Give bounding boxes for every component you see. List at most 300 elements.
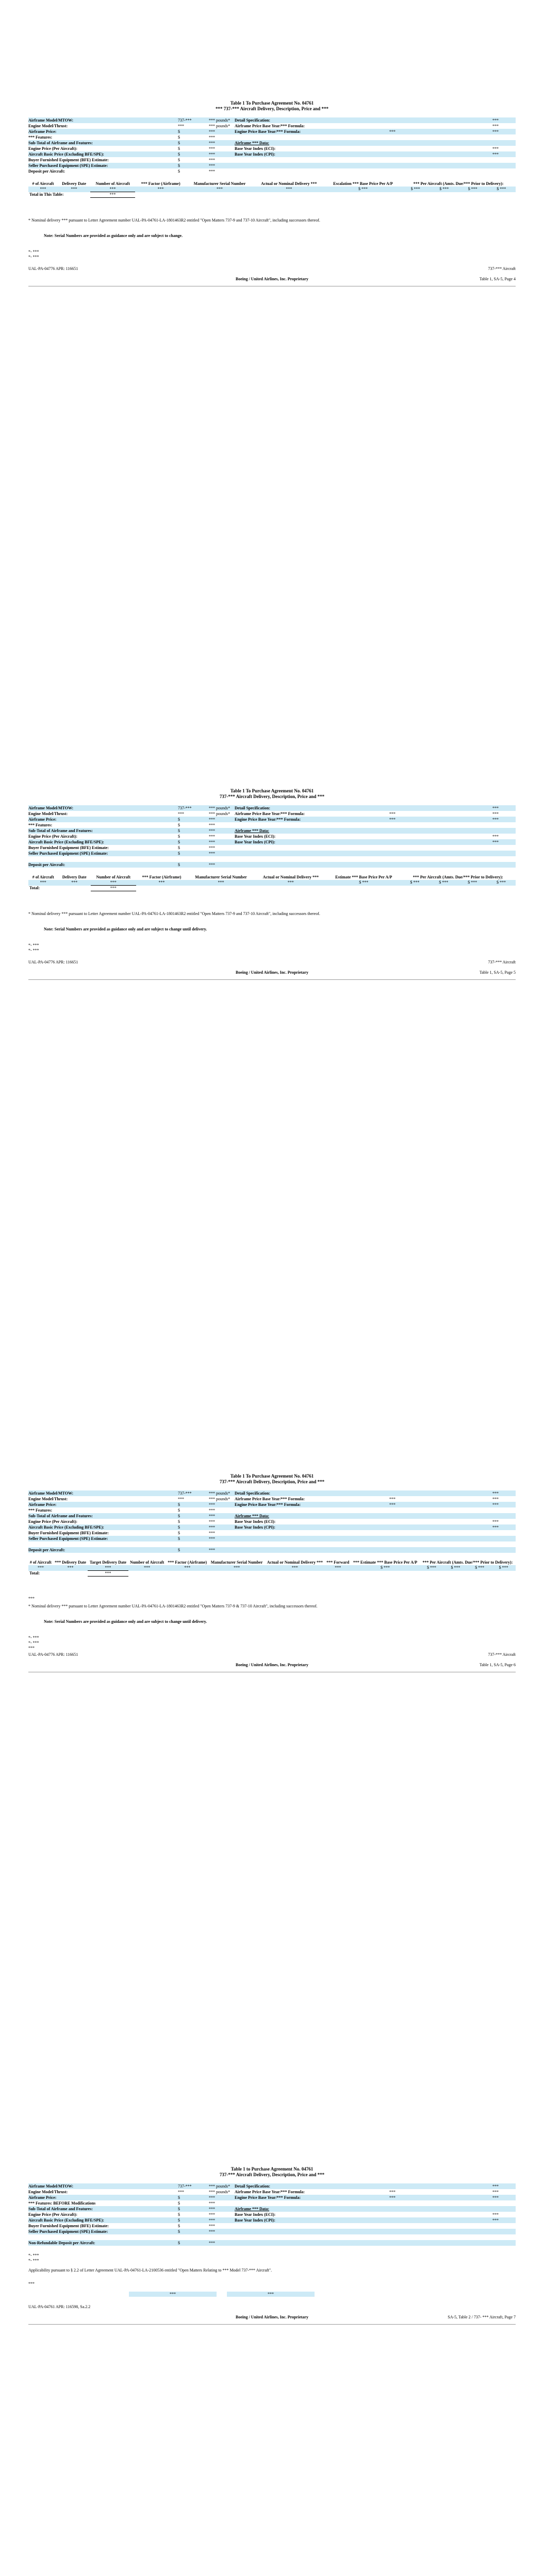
spec-label: Aircraft Basic Price (Excluding BFE/SPE): bbox=[28, 840, 104, 844]
table-row bbox=[28, 880, 516, 886]
spec-row bbox=[28, 140, 516, 146]
table-cell: *** bbox=[253, 187, 325, 192]
spec-value: *** bbox=[209, 2201, 215, 2206]
spec-label: Buyer Furnished Equipment (BFE) Estimate: bbox=[28, 845, 109, 850]
column-header: # of Aircraft bbox=[29, 1560, 52, 1565]
spec-label: Airframe Model/MTOW: bbox=[28, 1491, 74, 1496]
summary-bar-1: *** bbox=[129, 2292, 217, 2297]
delivery-table bbox=[28, 875, 516, 891]
column-header: Delivery Date bbox=[62, 875, 87, 879]
spec-unit: $ bbox=[178, 828, 180, 833]
spec-label: Airframe Price: bbox=[28, 817, 57, 822]
spec-label: Engine Model/Thrust: bbox=[28, 124, 68, 128]
spec-label: Deposit per Aircraft: bbox=[28, 1548, 65, 1552]
spec-value: *** bbox=[209, 862, 215, 867]
spec-row bbox=[28, 1536, 516, 1541]
spec-unit: $ bbox=[178, 163, 180, 168]
table-cell: *** bbox=[58, 880, 90, 886]
spec-unit: $ bbox=[178, 2224, 180, 2228]
spec-right-v2: *** bbox=[492, 1525, 499, 1530]
spec-right-label: Base Year Index (CPI): bbox=[235, 152, 275, 157]
table-header-row bbox=[28, 1560, 516, 1565]
spec-row bbox=[28, 163, 516, 168]
spec-row bbox=[28, 856, 516, 862]
spec-row bbox=[28, 811, 516, 817]
spec-label: Aircraft Basic Price (Excluding BFE/SPE): bbox=[28, 152, 104, 157]
footer-left: UAL-PA-04776 APR: 116651 bbox=[28, 266, 78, 271]
applicability-note: Applicability pursuant to § 2.2 of Letter Agreement UAL-PA-04761-LA-2100536 entitled "Open Matters Relating to *** Model 737-*** Aircraft". bbox=[28, 2268, 272, 2273]
spec-right-v2: *** bbox=[492, 2195, 499, 2200]
spec-value: *** bbox=[209, 158, 215, 162]
spec-label: Non-Refundable Deposit per Aircraft: bbox=[28, 2241, 95, 2245]
spec-row bbox=[28, 851, 516, 856]
column-header: Delivery Date bbox=[62, 181, 87, 186]
delivery-table-grid bbox=[28, 181, 516, 198]
spec-value: *** bbox=[209, 1531, 215, 1535]
spec-label: Airframe Model/MTOW: bbox=[28, 2184, 74, 2189]
spec-unit: $ bbox=[178, 129, 180, 134]
column-header: Actual or Nominal Delivery *** bbox=[267, 1560, 323, 1565]
doc-title: Table 1 To Purchase Agreement No. 04761 bbox=[230, 100, 314, 106]
spec-row bbox=[28, 168, 516, 174]
spec-unit: 737-*** bbox=[178, 806, 192, 810]
table-cell: $ *** bbox=[458, 187, 487, 192]
spec-right-v2: *** bbox=[492, 2190, 499, 2194]
spec-label: Deposit per Aircraft: bbox=[28, 862, 65, 867]
spec-row bbox=[28, 1524, 516, 1530]
spec-value: *** bbox=[209, 163, 215, 168]
spec-label: Sub-Total of Airframe and Features: bbox=[28, 828, 93, 833]
table-cell: $ *** bbox=[401, 187, 430, 192]
spec-row bbox=[28, 2195, 516, 2200]
spec-label: *** Features: bbox=[28, 1508, 53, 1513]
spec-right-v2: *** bbox=[492, 2218, 499, 2223]
spec-unit: 737-*** bbox=[178, 2184, 192, 2189]
table-cell: $ *** bbox=[487, 187, 516, 192]
footer-right: 737-*** Aircraft bbox=[488, 960, 516, 964]
stars-legend: *- *** *- *** bbox=[28, 249, 39, 259]
footer-center: Boeing / United Airlines, Inc. Proprietary bbox=[236, 2315, 308, 2319]
footer-center: Boeing / United Airlines, Inc. Proprietary bbox=[236, 970, 308, 975]
spec-right-v2: *** bbox=[492, 817, 499, 822]
footer-page: SA-5, Table 2 / 737- *** Aircraft, Page 7 bbox=[448, 2315, 516, 2319]
spec-right-v1: *** bbox=[389, 2195, 395, 2200]
column-header: Manufacturer Serial Number bbox=[193, 181, 246, 186]
spec-row bbox=[28, 117, 516, 123]
spec-value: *** bbox=[209, 1536, 215, 1541]
spec-right-v1: *** bbox=[389, 811, 395, 816]
spec-right-v2: *** bbox=[492, 1519, 499, 1524]
spec-label: Buyer Furnished Equipment (BFE) Estimate: bbox=[28, 158, 109, 162]
spec-value: *** bbox=[209, 1502, 215, 1507]
spec-unit: $ bbox=[178, 817, 180, 822]
spec-unit: $ bbox=[178, 152, 180, 157]
spec-unit: $ bbox=[178, 834, 180, 839]
spec-row bbox=[28, 2234, 516, 2240]
table-cell: *** bbox=[91, 880, 136, 886]
spec-right-v2: *** bbox=[492, 118, 499, 123]
total-row bbox=[28, 1571, 516, 1577]
spec-value: *** bbox=[209, 1519, 215, 1524]
spec-row bbox=[28, 157, 516, 163]
table-cell: *** bbox=[209, 1565, 265, 1571]
delivery-table bbox=[28, 1560, 516, 1577]
spec-right-v2: *** bbox=[492, 152, 499, 157]
spec-value: *** bbox=[209, 2212, 215, 2217]
footer-page: Table 1, SA-5, Page 6 bbox=[479, 1663, 516, 1667]
spec-row bbox=[28, 1490, 516, 1496]
spec-unit: *** bbox=[178, 2190, 184, 2194]
table-cell: $ *** bbox=[325, 187, 401, 192]
spec-right-v1: *** bbox=[389, 129, 395, 134]
table-cell: $ *** bbox=[351, 1565, 419, 1571]
column-header: Actual or Nominal Delivery *** bbox=[262, 875, 319, 879]
column-header: *** Per Aircraft (Amts. Due/*** Prior to Delivery): bbox=[413, 875, 503, 879]
total-value: *** bbox=[90, 192, 135, 198]
spec-label: Engine Model/Thrust: bbox=[28, 2190, 68, 2194]
spec-right-label: Base Year Index (CPI): bbox=[235, 1525, 275, 1530]
footer-left: UAL-PA-04776 APR: 116651 bbox=[28, 960, 78, 964]
delivery-table bbox=[28, 181, 516, 198]
spec-label: Airframe Price: bbox=[28, 1502, 57, 1507]
spec-row bbox=[28, 839, 516, 845]
spec-value: *** bbox=[209, 129, 215, 134]
stars-legend: *- *** *- *** *** bbox=[28, 1635, 39, 1650]
spec-value: *** bbox=[209, 169, 215, 174]
spec-value: *** bbox=[209, 840, 215, 844]
table-header-row bbox=[28, 181, 516, 187]
spec-label: Deposit per Aircraft: bbox=[28, 169, 65, 174]
spec-value: *** bbox=[209, 1525, 215, 1530]
spec-right-label: Detail Specification: bbox=[235, 806, 271, 810]
spec-label: Seller Purchased Equipment (SPE) Estimate: bbox=[28, 1536, 108, 1541]
table-cell: *** bbox=[28, 1565, 53, 1571]
column-header: Number of Aircraft bbox=[129, 1560, 164, 1565]
table-cell: *** bbox=[28, 187, 58, 192]
spec-unit: $ bbox=[178, 845, 180, 850]
spec-row bbox=[28, 2212, 516, 2217]
spec-row bbox=[28, 805, 516, 811]
spec-unit: $ bbox=[178, 2212, 180, 2217]
spec-right-label: Airframe Price Base Year/*** Formula: bbox=[235, 124, 305, 128]
spec-label: *** Features: bbox=[28, 135, 53, 140]
spec-label: Engine Price (Per Aircraft): bbox=[28, 1519, 77, 1524]
doc-subtitle: 737-*** Aircraft Delivery, Description, Price and *** bbox=[219, 2172, 325, 2177]
spec-value: *** pounds* bbox=[209, 118, 230, 123]
spec-row bbox=[28, 2229, 516, 2234]
column-header: Manufacturer Serial Number bbox=[195, 875, 247, 879]
table-cell: $ *** bbox=[429, 880, 458, 886]
table-cell: *** bbox=[53, 1565, 88, 1571]
spec-value: *** bbox=[209, 834, 215, 839]
spec-unit: $ bbox=[178, 1508, 180, 1513]
spec-unit: $ bbox=[178, 135, 180, 140]
footer-left: UAL-PA-04776 APR: 116651 bbox=[28, 1652, 78, 1657]
spec-right-v2: *** bbox=[492, 1491, 499, 1496]
column-header: # of Aircraft bbox=[32, 875, 54, 879]
table-cell: $ *** bbox=[487, 880, 516, 886]
spec-row bbox=[28, 1496, 516, 1502]
column-header: *** Delivery Date bbox=[55, 1560, 87, 1565]
table-cell: *** bbox=[187, 880, 254, 886]
spec-row bbox=[28, 862, 516, 868]
spec-label: *** Features: BEFORE Modifications bbox=[28, 2201, 96, 2206]
column-header: *** Factor (Airframe) bbox=[168, 1560, 207, 1565]
spec-right-label: Airframe *** Data: bbox=[235, 828, 270, 833]
table-cell: *** bbox=[255, 880, 327, 886]
spec-value: *** bbox=[209, 1548, 215, 1552]
spec-value: *** bbox=[209, 851, 215, 856]
column-header: # of Aircraft bbox=[32, 181, 54, 186]
spec-row bbox=[28, 1507, 516, 1513]
spec-row bbox=[28, 129, 516, 134]
spec-value: *** bbox=[209, 2229, 215, 2234]
spec-right-label: Engine Price Base Year/*** Formula: bbox=[235, 2195, 301, 2200]
spec-unit: $ bbox=[178, 2241, 180, 2245]
footer-page: Table 1, SA-5, Page 5 bbox=[479, 970, 516, 975]
spec-value: *** pounds* bbox=[209, 806, 230, 810]
spec-unit: $ bbox=[178, 141, 180, 145]
serial-note: Note: Serial Numbers are provided as guidance only and are subject to change. bbox=[44, 233, 183, 238]
spec-unit: $ bbox=[178, 840, 180, 844]
spec-value: *** bbox=[209, 828, 215, 833]
spec-label: Sub-Total of Airframe and Features: bbox=[28, 2207, 93, 2211]
doc-title: Table 1 to Purchase Agreement No. 04761 bbox=[230, 2166, 314, 2172]
doc-title: Table 1 To Purchase Agreement No. 04761 bbox=[230, 1473, 314, 1479]
delivery-table-grid bbox=[28, 875, 516, 891]
column-header: Escalation *** Base Price Per A/P bbox=[333, 181, 393, 186]
spec-label: Seller Purchased Equipment (SPE) Estimate: bbox=[28, 2229, 108, 2234]
summary-bar-2: *** bbox=[227, 2292, 315, 2297]
table-cell: $ *** bbox=[443, 1565, 468, 1571]
doc-title: Table 1 To Purchase Agreement No. 04761 bbox=[230, 788, 314, 793]
spec-value: *** pounds* bbox=[209, 811, 230, 816]
column-header: *** Per Aircraft (Amts. Due/*** Prior to Delivery): bbox=[413, 181, 504, 186]
spec-right-label: Airframe *** Data: bbox=[235, 2207, 270, 2211]
spec-row bbox=[28, 1530, 516, 1536]
spec-block bbox=[28, 805, 516, 868]
spec-right-v1: *** bbox=[389, 1497, 395, 1501]
spec-value: *** pounds* bbox=[209, 1491, 230, 1496]
table-cell: *** bbox=[166, 1565, 209, 1571]
spec-value: *** bbox=[209, 146, 215, 151]
page-footnote: *** bbox=[28, 2281, 35, 2286]
column-header: Target Delivery Date bbox=[89, 1560, 127, 1565]
column-header: Number of Aircraft bbox=[96, 875, 130, 879]
spec-value: *** bbox=[209, 1514, 215, 1518]
spec-row bbox=[28, 2206, 516, 2212]
spec-row bbox=[28, 2217, 516, 2223]
spec-right-label: Detail Specification: bbox=[235, 1491, 271, 1496]
spec-right-label: Base Year Index (ECI): bbox=[235, 146, 276, 151]
spec-right-label: Base Year Index (ECI): bbox=[235, 834, 276, 839]
spec-unit: $ bbox=[178, 862, 180, 867]
doc-subtitle: 737-*** Aircraft Delivery, Description, Price and *** bbox=[219, 794, 325, 799]
total-label: Total in This Table: bbox=[29, 192, 64, 197]
spec-value: *** bbox=[209, 2195, 215, 2200]
spec-unit: $ bbox=[178, 1548, 180, 1552]
spec-row bbox=[28, 2240, 516, 2246]
footnote-text: * Nominal delivery *** pursuant to Letter Agreement number UAL-PA-04761-LA-1801463R2 entitled "Open Matters 737-9 and 737-10 Aircraft", including successors thereof. bbox=[28, 911, 320, 916]
table-cell: *** bbox=[88, 1565, 128, 1571]
stars-legend: *- *** *- *** bbox=[28, 2253, 39, 2263]
spec-label: Seller Purchased Equipment (SPE) Estimate: bbox=[28, 163, 108, 168]
total-row bbox=[28, 886, 516, 891]
spec-unit: $ bbox=[178, 1531, 180, 1535]
table-cell: $ *** bbox=[430, 187, 458, 192]
total-label: Total: bbox=[29, 886, 40, 890]
table-cell: $ *** bbox=[420, 1565, 444, 1571]
spec-row bbox=[28, 2189, 516, 2195]
spec-row bbox=[28, 146, 516, 151]
spec-label: Engine Price (Per Aircraft): bbox=[28, 834, 77, 839]
spec-unit: $ bbox=[178, 1519, 180, 1524]
total-value: *** bbox=[88, 1571, 128, 1577]
table-row bbox=[28, 187, 516, 192]
spec-label: *** Features: bbox=[28, 823, 53, 827]
spec-label: Buyer Furnished Equipment (BFE) Estimate: bbox=[28, 2224, 109, 2228]
column-header: *** Per Aircraft (Amts. Due/*** Prior to Delivery): bbox=[422, 1560, 513, 1565]
spec-value: *** pounds* bbox=[209, 2190, 230, 2194]
spec-value: *** pounds* bbox=[209, 2184, 230, 2189]
spec-right-label: Airframe Price Base Year/*** Formula: bbox=[235, 2190, 305, 2194]
footer-right: 737-*** Aircraft bbox=[488, 266, 516, 271]
spec-row bbox=[28, 834, 516, 839]
spec-label: Engine Model/Thrust: bbox=[28, 811, 68, 816]
spec-value: *** bbox=[209, 2241, 215, 2245]
spec-value: *** pounds* bbox=[209, 124, 230, 128]
spec-unit: $ bbox=[178, 146, 180, 151]
column-header: Actual or Nominal Delivery *** bbox=[261, 181, 317, 186]
total-row bbox=[28, 192, 516, 198]
spec-label: Sub-Total of Airframe and Features: bbox=[28, 1514, 93, 1518]
spec-right-v2: *** bbox=[492, 811, 499, 816]
spec-right-label: Engine Price Base Year/*** Formula: bbox=[235, 1502, 301, 1507]
spec-value: *** bbox=[209, 1508, 215, 1513]
spec-value: *** bbox=[209, 141, 215, 145]
spec-right-v2: *** bbox=[492, 834, 499, 839]
footnote-text: * Nominal delivery *** pursuant to Letter Agreement number UAL-PA-04761-LA-1801463R2 entitled "Open Matters 737-9 and 737-10 Aircraft", including successors thereof. bbox=[28, 218, 320, 223]
spec-right-label: Base Year Index (ECI): bbox=[235, 1519, 276, 1524]
spec-right-label: Airframe Price Base Year/*** Formula: bbox=[235, 1497, 305, 1501]
spec-value: *** bbox=[209, 135, 215, 140]
column-header: Estimate *** Base Price Per A/P bbox=[335, 875, 392, 879]
spec-right-v2: *** bbox=[492, 129, 499, 134]
table-cell: $ *** bbox=[400, 880, 429, 886]
spec-row bbox=[28, 1513, 516, 1519]
spec-right-v1: *** bbox=[389, 1502, 395, 1507]
spec-unit: 737-*** bbox=[178, 1491, 192, 1496]
spec-right-label: Base Year Index (ECI): bbox=[235, 2212, 276, 2217]
spec-right-label: Airframe Price Base Year/*** Formula: bbox=[235, 811, 305, 816]
spec-label: Engine Price (Per Aircraft): bbox=[28, 146, 77, 151]
delivery-table-grid bbox=[28, 1560, 516, 1577]
spec-right-v2: *** bbox=[492, 146, 499, 151]
column-header: Manufacturer Serial Number bbox=[210, 1560, 263, 1565]
table-cell: $ *** bbox=[327, 880, 401, 886]
column-header: *** Estimate *** Base Price Per A/P bbox=[353, 1560, 418, 1565]
page-divider bbox=[28, 2324, 516, 2325]
spec-right-v2: *** bbox=[492, 2212, 499, 2217]
spec-label: Airframe Model/MTOW: bbox=[28, 806, 74, 810]
spec-value: *** bbox=[209, 845, 215, 850]
footer-left: UAL-PA-04761 APR: 116598, Sa.2.2 bbox=[28, 2304, 91, 2309]
spec-unit: $ bbox=[178, 1536, 180, 1541]
spec-label: Sub-Total of Airframe and Features: bbox=[28, 141, 93, 145]
spec-row bbox=[28, 134, 516, 140]
doc-subtitle: *** 737-*** Aircraft Delivery, Description, Price and *** bbox=[215, 106, 329, 111]
spec-right-label: Engine Price Base Year/*** Formula: bbox=[235, 817, 301, 822]
table-cell: *** bbox=[265, 1565, 325, 1571]
spec-unit: $ bbox=[178, 1525, 180, 1530]
table-cell: *** bbox=[128, 1565, 166, 1571]
spec-value: *** pounds* bbox=[209, 1497, 230, 1501]
table-cell: $ *** bbox=[491, 1565, 516, 1571]
spec-right-label: Base Year Index (CPI): bbox=[235, 2218, 275, 2223]
spec-row bbox=[28, 123, 516, 129]
table-cell: *** bbox=[135, 187, 186, 192]
spec-value: *** bbox=[209, 2207, 215, 2211]
spec-unit: $ bbox=[178, 2207, 180, 2211]
spec-value: *** bbox=[209, 2224, 215, 2228]
footer-center: Boeing / United Airlines, Inc. Proprietary bbox=[236, 1663, 308, 1667]
spec-label: Buyer Furnished Equipment (BFE) Estimate: bbox=[28, 1531, 109, 1535]
spec-right-v2: *** bbox=[492, 2184, 499, 2189]
spec-unit: 737-*** bbox=[178, 118, 192, 123]
table-footnote: *** bbox=[28, 1596, 35, 1601]
spec-right-v2: *** bbox=[492, 1497, 499, 1501]
spec-right-v2: *** bbox=[492, 840, 499, 844]
spec-row bbox=[28, 1519, 516, 1524]
spec-block bbox=[28, 2183, 516, 2246]
spec-row bbox=[28, 817, 516, 822]
spec-block bbox=[28, 117, 516, 174]
serial-note: Note: Serial Numbers are provided as guidance only and are subject to change until delivery. bbox=[44, 1619, 207, 1624]
total-value: *** bbox=[91, 886, 136, 891]
spec-unit: $ bbox=[178, 169, 180, 174]
spec-row bbox=[28, 151, 516, 157]
spec-right-label: Engine Price Base Year/*** Formula: bbox=[235, 129, 301, 134]
serial-note: Note: Serial Numbers are provided as guidance only and are subject to change until delivery. bbox=[44, 927, 207, 931]
table-row bbox=[28, 1565, 516, 1571]
table-cell: *** bbox=[325, 1565, 351, 1571]
spec-unit: $ bbox=[178, 2195, 180, 2200]
column-header: *** Factor (Airframe) bbox=[142, 875, 182, 879]
spec-unit: $ bbox=[178, 2229, 180, 2234]
spec-value: *** bbox=[209, 2218, 215, 2223]
doc-subtitle: 737-*** Aircraft Delivery, Description, Price and *** bbox=[219, 1479, 325, 1484]
total-label: Total: bbox=[29, 1571, 40, 1575]
table-cell: *** bbox=[90, 187, 135, 192]
table-cell: $ *** bbox=[468, 1565, 492, 1571]
spec-unit: $ bbox=[178, 158, 180, 162]
spec-unit: $ bbox=[178, 1502, 180, 1507]
spec-label: Engine Model/Thrust: bbox=[28, 1497, 68, 1501]
table-cell: $ *** bbox=[458, 880, 487, 886]
spec-unit: $ bbox=[178, 2218, 180, 2223]
spec-label: Seller Purchased Equipment (SPE) Estimate: bbox=[28, 851, 108, 856]
footer-center: Boeing / United Airlines, Inc. Proprietary bbox=[236, 277, 308, 281]
column-header: *** Factor (Airframe) bbox=[141, 181, 180, 186]
spec-row bbox=[28, 1547, 516, 1553]
table-cell: *** bbox=[136, 880, 188, 886]
spec-unit: *** bbox=[178, 811, 184, 816]
spec-label: Airframe Price: bbox=[28, 2195, 57, 2200]
spec-right-v2: *** bbox=[492, 806, 499, 810]
spec-right-label: Airframe *** Data: bbox=[235, 141, 270, 145]
spec-right-label: Detail Specification: bbox=[235, 2184, 271, 2189]
table-header-row bbox=[28, 875, 516, 880]
